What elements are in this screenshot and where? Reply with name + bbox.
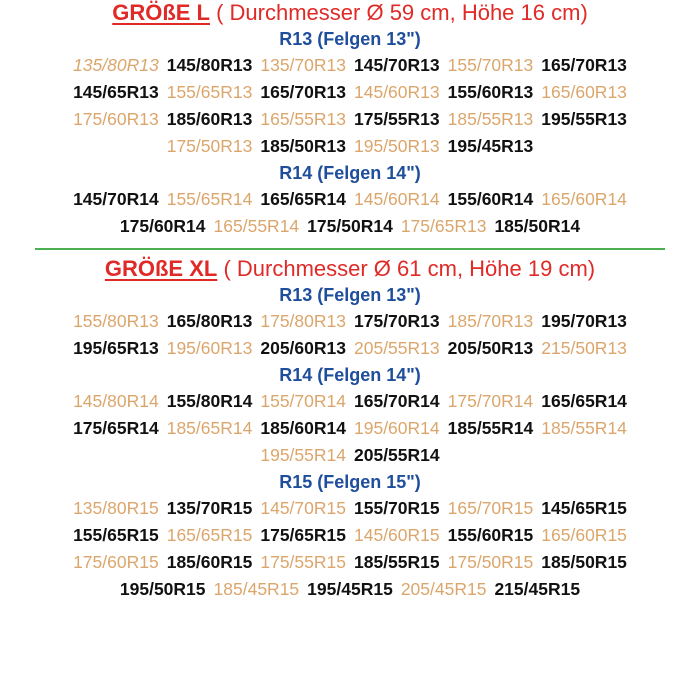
tire-size: 145/60R13	[354, 82, 440, 102]
tire-size: 215/45R15	[494, 579, 581, 599]
tire-size: 155/60R13	[447, 82, 534, 102]
rim-heading: R13 (Felgen 13")	[279, 285, 421, 305]
tire-size: 195/70R13	[541, 311, 627, 331]
tire-size: 175/70R14	[447, 391, 534, 411]
tire-size: 165/70R13	[260, 82, 346, 102]
tire-size: 185/55R14	[541, 418, 627, 438]
tire-size: 135/80R15	[73, 498, 159, 518]
tire-size: 175/60R13	[73, 109, 159, 129]
tire-size: 145/60R15	[354, 525, 440, 545]
size-spec: ( Durchmesser Ø 61 cm, Höhe 19 cm)	[223, 256, 596, 281]
size-spec: ( Durchmesser Ø 59 cm, Höhe 16 cm)	[216, 0, 588, 25]
tire-size: 185/50R13	[260, 136, 346, 156]
tire-size: 165/55R14	[213, 216, 300, 236]
tire-size: 145/70R14	[73, 189, 159, 209]
tire-size-row	[0, 335, 700, 362]
tire-size: 175/65R14	[73, 418, 159, 438]
tire-size: 155/80R13	[73, 311, 159, 331]
tire-size: 175/65R13	[400, 216, 487, 236]
tire-size: 195/55R14	[260, 445, 346, 465]
tire-size: 195/60R13	[166, 338, 253, 358]
tire-size: 175/70R13	[354, 311, 440, 331]
tire-size: 175/55R15	[260, 552, 346, 572]
tire-size: 165/80R13	[166, 311, 253, 331]
tire-size: 195/45R13	[447, 136, 534, 156]
tire-size-row	[0, 308, 700, 335]
tire-size-row	[0, 522, 700, 549]
tire-size: 185/60R13	[166, 109, 253, 129]
tire-size: 165/60R14	[541, 189, 627, 209]
tire-size: 205/55R13	[354, 338, 440, 358]
rim-heading: R13 (Felgen 13")	[279, 29, 421, 49]
tire-size: 155/65R14	[166, 189, 253, 209]
tire-size: 185/55R13	[447, 109, 534, 129]
tire-size-row	[0, 549, 700, 576]
tire-size: 145/70R15	[260, 498, 346, 518]
tire-size: 185/50R14	[494, 216, 581, 236]
tire-size-row	[0, 442, 700, 469]
size-label: GRÖßE XL	[104, 256, 218, 281]
tire-size-row	[0, 495, 700, 522]
tire-size: 135/70R13	[260, 55, 346, 75]
tire-size: 145/60R14	[354, 189, 440, 209]
size-heading	[0, 0, 700, 26]
tire-size: 145/80R14	[73, 391, 159, 411]
tire-size-row	[0, 388, 700, 415]
tire-size-row	[0, 213, 700, 240]
tire-size-row	[0, 52, 700, 79]
tire-size: 145/80R13	[166, 55, 253, 75]
tire-size: 175/50R13	[166, 136, 253, 156]
size-label: GRÖßE L	[112, 0, 210, 25]
tire-size-row	[0, 133, 700, 160]
tire-size: 205/50R13	[447, 338, 534, 358]
tire-size: 185/60R14	[260, 418, 346, 438]
tire-size: 205/60R13	[260, 338, 346, 358]
tire-size: 155/70R14	[260, 391, 346, 411]
tire-size: 135/70R15	[166, 498, 253, 518]
tire-size: 205/55R14	[354, 445, 440, 465]
tire-size: 195/65R13	[73, 338, 159, 358]
rim-heading: R14 (Felgen 14")	[279, 365, 421, 385]
tire-size: 175/80R13	[260, 311, 346, 331]
tire-size: 165/60R15	[541, 525, 627, 545]
tire-size: 195/55R13	[541, 109, 627, 129]
tire-size: 145/65R13	[73, 82, 159, 102]
tire-size: 165/65R15	[166, 525, 253, 545]
tire-size: 155/60R14	[447, 189, 534, 209]
tire-size: 175/60R14	[119, 216, 206, 236]
tire-size: 185/60R15	[166, 552, 253, 572]
tire-size: 195/50R15	[119, 579, 206, 599]
tire-size: 155/60R15	[447, 525, 534, 545]
tire-size: 175/60R15	[73, 552, 159, 572]
tire-size: 155/65R15	[73, 525, 159, 545]
tire-size: 215/50R13	[541, 338, 627, 358]
size-heading	[0, 256, 700, 282]
section-divider	[35, 248, 665, 250]
tire-size-row	[0, 186, 700, 213]
tire-size: 185/45R15	[213, 579, 300, 599]
tire-size-row	[0, 415, 700, 442]
tire-size: 155/80R14	[166, 391, 253, 411]
tire-size: 165/65R14	[541, 391, 627, 411]
tire-size: 155/70R13	[447, 55, 534, 75]
tire-size: 185/65R14	[166, 418, 253, 438]
tire-size: 175/50R14	[307, 216, 393, 236]
rim-heading: R15 (Felgen 15")	[279, 472, 421, 492]
tire-size: 165/60R13	[541, 82, 627, 102]
tire-size-row	[0, 576, 700, 603]
tire-size: 145/70R13	[354, 55, 440, 75]
tire-size: 155/65R13	[166, 82, 253, 102]
tire-size: 175/55R13	[354, 109, 440, 129]
tire-size: 175/65R15	[260, 525, 346, 545]
tire-size: 185/50R15	[541, 552, 627, 572]
tire-size: 165/70R15	[447, 498, 534, 518]
tire-size: 165/70R14	[354, 391, 440, 411]
tire-size: 195/60R14	[354, 418, 440, 438]
tire-size: 195/50R13	[354, 136, 440, 156]
tire-size: 145/65R15	[541, 498, 627, 518]
tire-size: 165/55R13	[260, 109, 346, 129]
tire-size: 185/55R15	[354, 552, 440, 572]
tire-size: 185/70R13	[447, 311, 534, 331]
tire-size: 165/70R13	[541, 55, 627, 75]
tire-size: 175/50R15	[447, 552, 534, 572]
tire-size: 205/45R15	[400, 579, 487, 599]
tire-size: 135/80R13	[73, 55, 159, 75]
tire-size: 195/45R15	[307, 579, 393, 599]
tire-size-row	[0, 106, 700, 133]
tire-size: 165/65R14	[260, 189, 346, 209]
tire-size-row	[0, 79, 700, 106]
tire-size: 185/55R14	[447, 418, 534, 438]
rim-heading: R14 (Felgen 14")	[279, 163, 421, 183]
tire-size: 155/70R15	[354, 498, 440, 518]
